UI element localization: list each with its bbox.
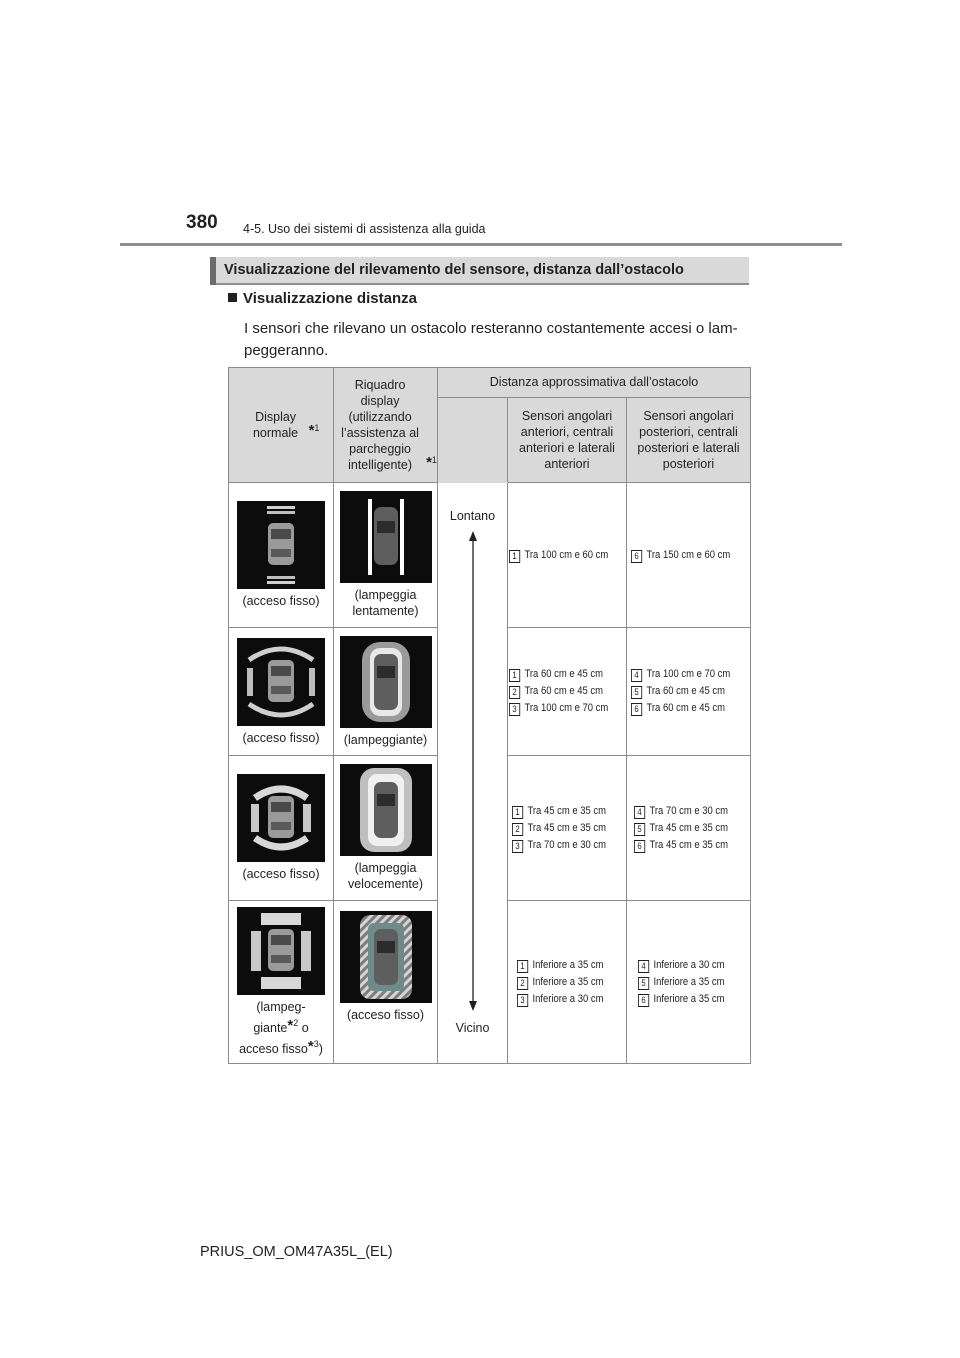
zone-number: 1 — [517, 960, 528, 973]
header-posteriori: Sensori angolari posteriori, centrali posteriori e laterali posteriori — [627, 398, 751, 483]
header-display-normale — [229, 368, 334, 483]
normal-display-image — [237, 501, 325, 589]
rear-zone-cell — [627, 628, 751, 756]
zone-distance: Inferiore a 35 cm — [532, 958, 604, 971]
zone-number: 6 — [634, 840, 645, 853]
header-rule — [120, 243, 842, 246]
zone-item — [517, 957, 603, 974]
normal-display-cell — [229, 756, 334, 901]
normal-display-image — [237, 774, 325, 862]
riquadro-caption: (acceso fisso) — [346, 1008, 425, 1022]
footer-code: PRIUS_OM_OM47A35L_(EL) — [200, 1244, 393, 1260]
rear-zone-cell — [627, 483, 751, 628]
zone-item — [512, 837, 606, 854]
footnote-ref: 1 — [314, 423, 320, 433]
zone-distance: Tra 60 cm e 45 cm — [524, 668, 604, 680]
body-paragraph: I sensori che rilevano un ostacolo resteranno costantemente accesi o lam-peggeranno. — [244, 320, 738, 359]
normal-caption — [229, 999, 333, 1057]
zone-item — [631, 700, 730, 717]
normal-caption: (acceso fisso) — [242, 594, 320, 608]
header-distance-blank — [438, 398, 508, 483]
asterisk-icon: * — [308, 422, 315, 439]
zone-number: 6 — [631, 550, 642, 563]
zone-distance: Inferiore a 35 cm — [653, 992, 725, 1005]
zone-number: 3 — [517, 994, 528, 1007]
front-zone-list — [512, 803, 621, 854]
asterisk-icon: * — [426, 454, 432, 471]
rear-zone-list — [638, 957, 739, 1008]
zone-distance: Inferiore a 30 cm — [653, 958, 725, 971]
front-zone-cell — [508, 756, 627, 901]
normal-display-image — [237, 907, 325, 995]
zone-distance: Inferiore a 30 cm — [532, 992, 604, 1005]
header-distanza: Distanza approssimativa dall’ostacolo — [438, 368, 751, 398]
riquadro-caption: (lampeggia velocemente) — [347, 861, 424, 891]
distance-arrow-icon — [469, 531, 477, 1011]
zone-distance: Tra 100 cm e 60 cm — [524, 548, 609, 561]
normal-display-image — [237, 638, 325, 726]
riquadro-image — [340, 491, 432, 583]
zone-item — [634, 837, 728, 854]
front-zone-list — [509, 666, 624, 717]
page-number: 380 — [186, 212, 218, 233]
zone-distance: Inferiore a 35 cm — [532, 975, 604, 988]
zone-distance: Tra 45 cm e 35 cm — [527, 804, 607, 817]
zone-number: 2 — [509, 686, 520, 699]
distance-scale-cell — [438, 483, 508, 1064]
header-anteriori: Sensori angolari anteriori, centrali anteriori e laterali anteriori — [508, 398, 627, 483]
zone-number: 3 — [512, 840, 523, 853]
zone-distance: Tra 60 cm e 45 cm — [646, 702, 725, 714]
footnote-ref: 2 — [293, 1018, 299, 1028]
riquadro-image — [340, 764, 432, 856]
normal-caption-d: acceso fisso — [239, 1042, 308, 1056]
asterisk-icon: * — [287, 1017, 294, 1034]
vicino-label: Vicino — [455, 1021, 490, 1035]
section-title: Visualizzazione del rilevamento del sensore, distanza dall’ostacolo — [224, 262, 684, 278]
zone-item — [512, 803, 606, 820]
riquadro-cell — [334, 628, 438, 756]
normal-caption: (acceso fisso) — [242, 867, 320, 881]
zone-distance: Tra 45 cm e 35 cm — [527, 821, 607, 834]
zone-number: 1 — [509, 550, 520, 563]
riquadro-cell — [334, 756, 438, 901]
rear-zone-list — [631, 666, 746, 717]
zone-distance: Tra 70 cm e 30 cm — [649, 804, 728, 817]
zone-item — [634, 803, 728, 820]
front-zone-cell — [508, 483, 627, 628]
footnote-ref: 3 — [313, 1039, 319, 1049]
normal-caption-a: (lampeg- — [256, 1000, 306, 1014]
subheading-text: Visualizzazione distanza — [243, 290, 417, 307]
rear-zone-list — [634, 803, 743, 854]
front-zone-cell — [508, 901, 627, 1064]
zone-number: 5 — [634, 823, 645, 836]
zone-number: 6 — [631, 703, 642, 716]
riquadro-image — [340, 911, 432, 1003]
normal-caption-e: ) — [318, 1042, 323, 1056]
zone-item — [517, 991, 603, 1008]
zone-item — [638, 991, 724, 1008]
zone-item — [509, 683, 608, 700]
riquadro-caption: (lampeggiante) — [343, 732, 428, 747]
zone-distance: Tra 150 cm e 60 cm — [646, 548, 731, 561]
zone-item — [517, 974, 603, 991]
footnote-ref: 1 — [431, 455, 437, 465]
zone-distance: Tra 100 cm e 70 cm — [524, 702, 609, 714]
zone-number: 4 — [634, 806, 645, 819]
zone-item — [509, 700, 608, 717]
riquadro-cell — [334, 901, 438, 1064]
zone-number: 4 — [638, 960, 649, 973]
zone-number: 5 — [631, 686, 642, 699]
zone-number: 1 — [509, 669, 520, 682]
normal-caption: (acceso fisso) — [242, 730, 320, 745]
zone-distance: Tra 100 cm e 70 cm — [646, 668, 731, 680]
front-zone-cell — [508, 628, 627, 756]
zone-number: 3 — [509, 703, 520, 716]
chapter-title: 4-5. Uso dei sistemi di assistenza alla guida — [243, 222, 486, 236]
normal-display-cell — [229, 483, 334, 628]
zone-distance: Tra 45 cm e 35 cm — [649, 838, 728, 851]
zone-item — [634, 820, 728, 837]
section-heading-bar — [210, 257, 749, 285]
riquadro-caption: (lampeggia lentamente) — [352, 588, 419, 618]
normal-caption-c: o — [301, 1021, 309, 1035]
header-riquadro-text: Riquadro display (utilizzando l’assistenza al parcheggio intelligente) — [341, 378, 419, 472]
header-riquadro — [334, 368, 438, 483]
normal-caption-b: giante — [253, 1021, 288, 1035]
front-zone-list — [517, 957, 618, 1008]
rear-zone-cell — [627, 901, 751, 1064]
lontano-label: Lontano — [449, 509, 496, 523]
riquadro-image — [340, 636, 432, 728]
rear-zone-cell — [627, 756, 751, 901]
front-zone-list — [509, 547, 624, 564]
zone-number: 2 — [517, 977, 528, 990]
zone-item — [638, 957, 724, 974]
zone-item — [512, 820, 606, 837]
header-display-normale-text: Display normale — [252, 410, 299, 440]
zone-item — [631, 547, 730, 564]
zone-item — [631, 683, 730, 700]
zone-distance: Tra 60 cm e 45 cm — [646, 685, 725, 697]
zone-item — [509, 547, 608, 564]
square-bullet-icon — [228, 293, 237, 302]
zone-distance: Tra 60 cm e 45 cm — [524, 685, 604, 697]
zone-number: 1 — [512, 806, 523, 819]
rear-zone-list — [631, 547, 746, 564]
asterisk-icon: * — [307, 1038, 314, 1055]
zone-distance: Tra 70 cm e 30 cm — [527, 838, 607, 851]
zone-number: 2 — [512, 823, 523, 836]
zone-item — [631, 666, 730, 683]
zone-distance: Tra 45 cm e 35 cm — [649, 821, 728, 834]
zone-number: 6 — [638, 994, 649, 1007]
table-row — [229, 483, 751, 628]
distance-table — [228, 367, 751, 1064]
zone-number: 4 — [631, 669, 642, 682]
normal-display-cell — [229, 901, 334, 1064]
normal-display-cell — [229, 628, 334, 756]
zone-distance: Inferiore a 35 cm — [653, 975, 725, 988]
riquadro-cell — [334, 483, 438, 628]
zone-item — [509, 666, 608, 683]
section-marker — [210, 257, 216, 285]
subheading — [228, 290, 417, 307]
zone-item — [638, 974, 724, 991]
zone-number: 5 — [638, 977, 649, 990]
